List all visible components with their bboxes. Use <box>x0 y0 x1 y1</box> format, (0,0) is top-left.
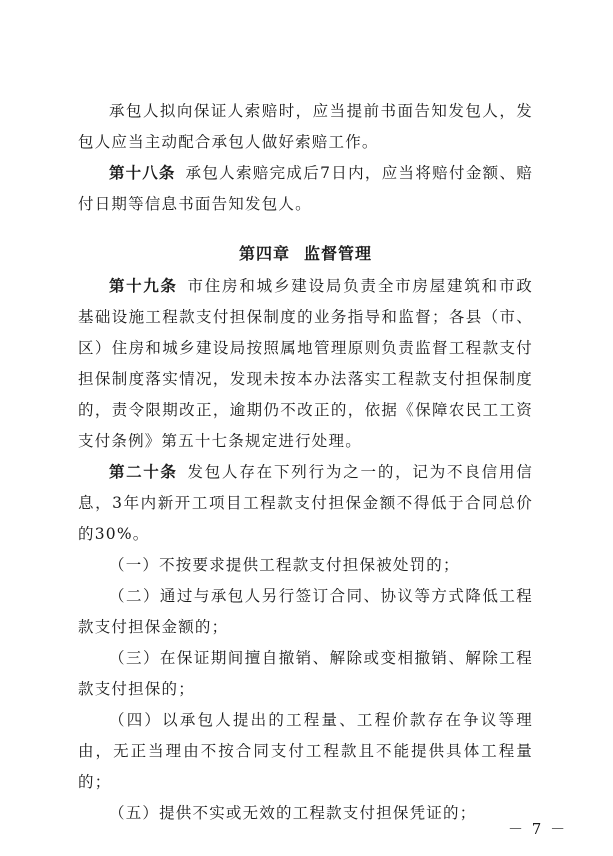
chapter-title: 监督管理 <box>304 244 373 263</box>
page-number: － 7 － <box>508 820 568 838</box>
article-label: 第二十条 <box>109 463 178 481</box>
article-label: 第十九条 <box>109 277 178 295</box>
list-item: （四）以承包人提出的工程量、工程价款存在争议等理由，无正当理由不按合同支付工程款且不能提供具体工程量的； <box>78 711 533 791</box>
article-20 <box>78 457 533 550</box>
document-body <box>78 96 533 829</box>
article-text: 承包人索赔完成后7日内，应当将赔付金额、赔付日期等信息书面告知发包人。 <box>78 164 533 213</box>
paragraph-claim-notice <box>78 96 533 158</box>
article-text: 发包人存在下列行为之一的，记为不良信用信息，3年内新开工项目工程款支付担保金额不得低于合同总价的30%。 <box>78 463 533 543</box>
list-item: （二）通过与承包人另行签订合同、协议等方式降低工程款支付担保金额的； <box>78 587 533 636</box>
article-text: 市住房和城乡建设局负责全市房屋建筑和市政基础设施工程款支付担保制度的业务指导和监督；各县（市、区）住房和城乡建设局按照属地管理原则负责监督工程款支付担保制度落实情况，发现未按本办法落实工程款支付担保制度的，责令限期改正，逾期仍不改正的，依据《保障农民工工资支付条例》第五十七条规定进行处理。 <box>78 277 533 450</box>
article-19 <box>78 271 533 457</box>
chapter-number: 第四章 <box>238 244 290 263</box>
paragraph-text: 承包人拟向保证人索赔时，应当提前书面告知发包人，发包人应当主动配合承包人做好索赔工作。 <box>78 102 533 151</box>
article-label: 第十八条 <box>109 164 176 182</box>
article-18 <box>78 158 533 220</box>
list-item: （一）不按要求提供工程款支付担保被处罚的； <box>109 556 460 574</box>
chapter-heading <box>78 238 533 269</box>
list-item: （五）提供不实或无效的工程款支付担保凭证的； <box>109 804 477 822</box>
list-item: （三）在保证期间擅自撤销、解除或变相撤销、解除工程款支付担保的； <box>78 649 533 698</box>
